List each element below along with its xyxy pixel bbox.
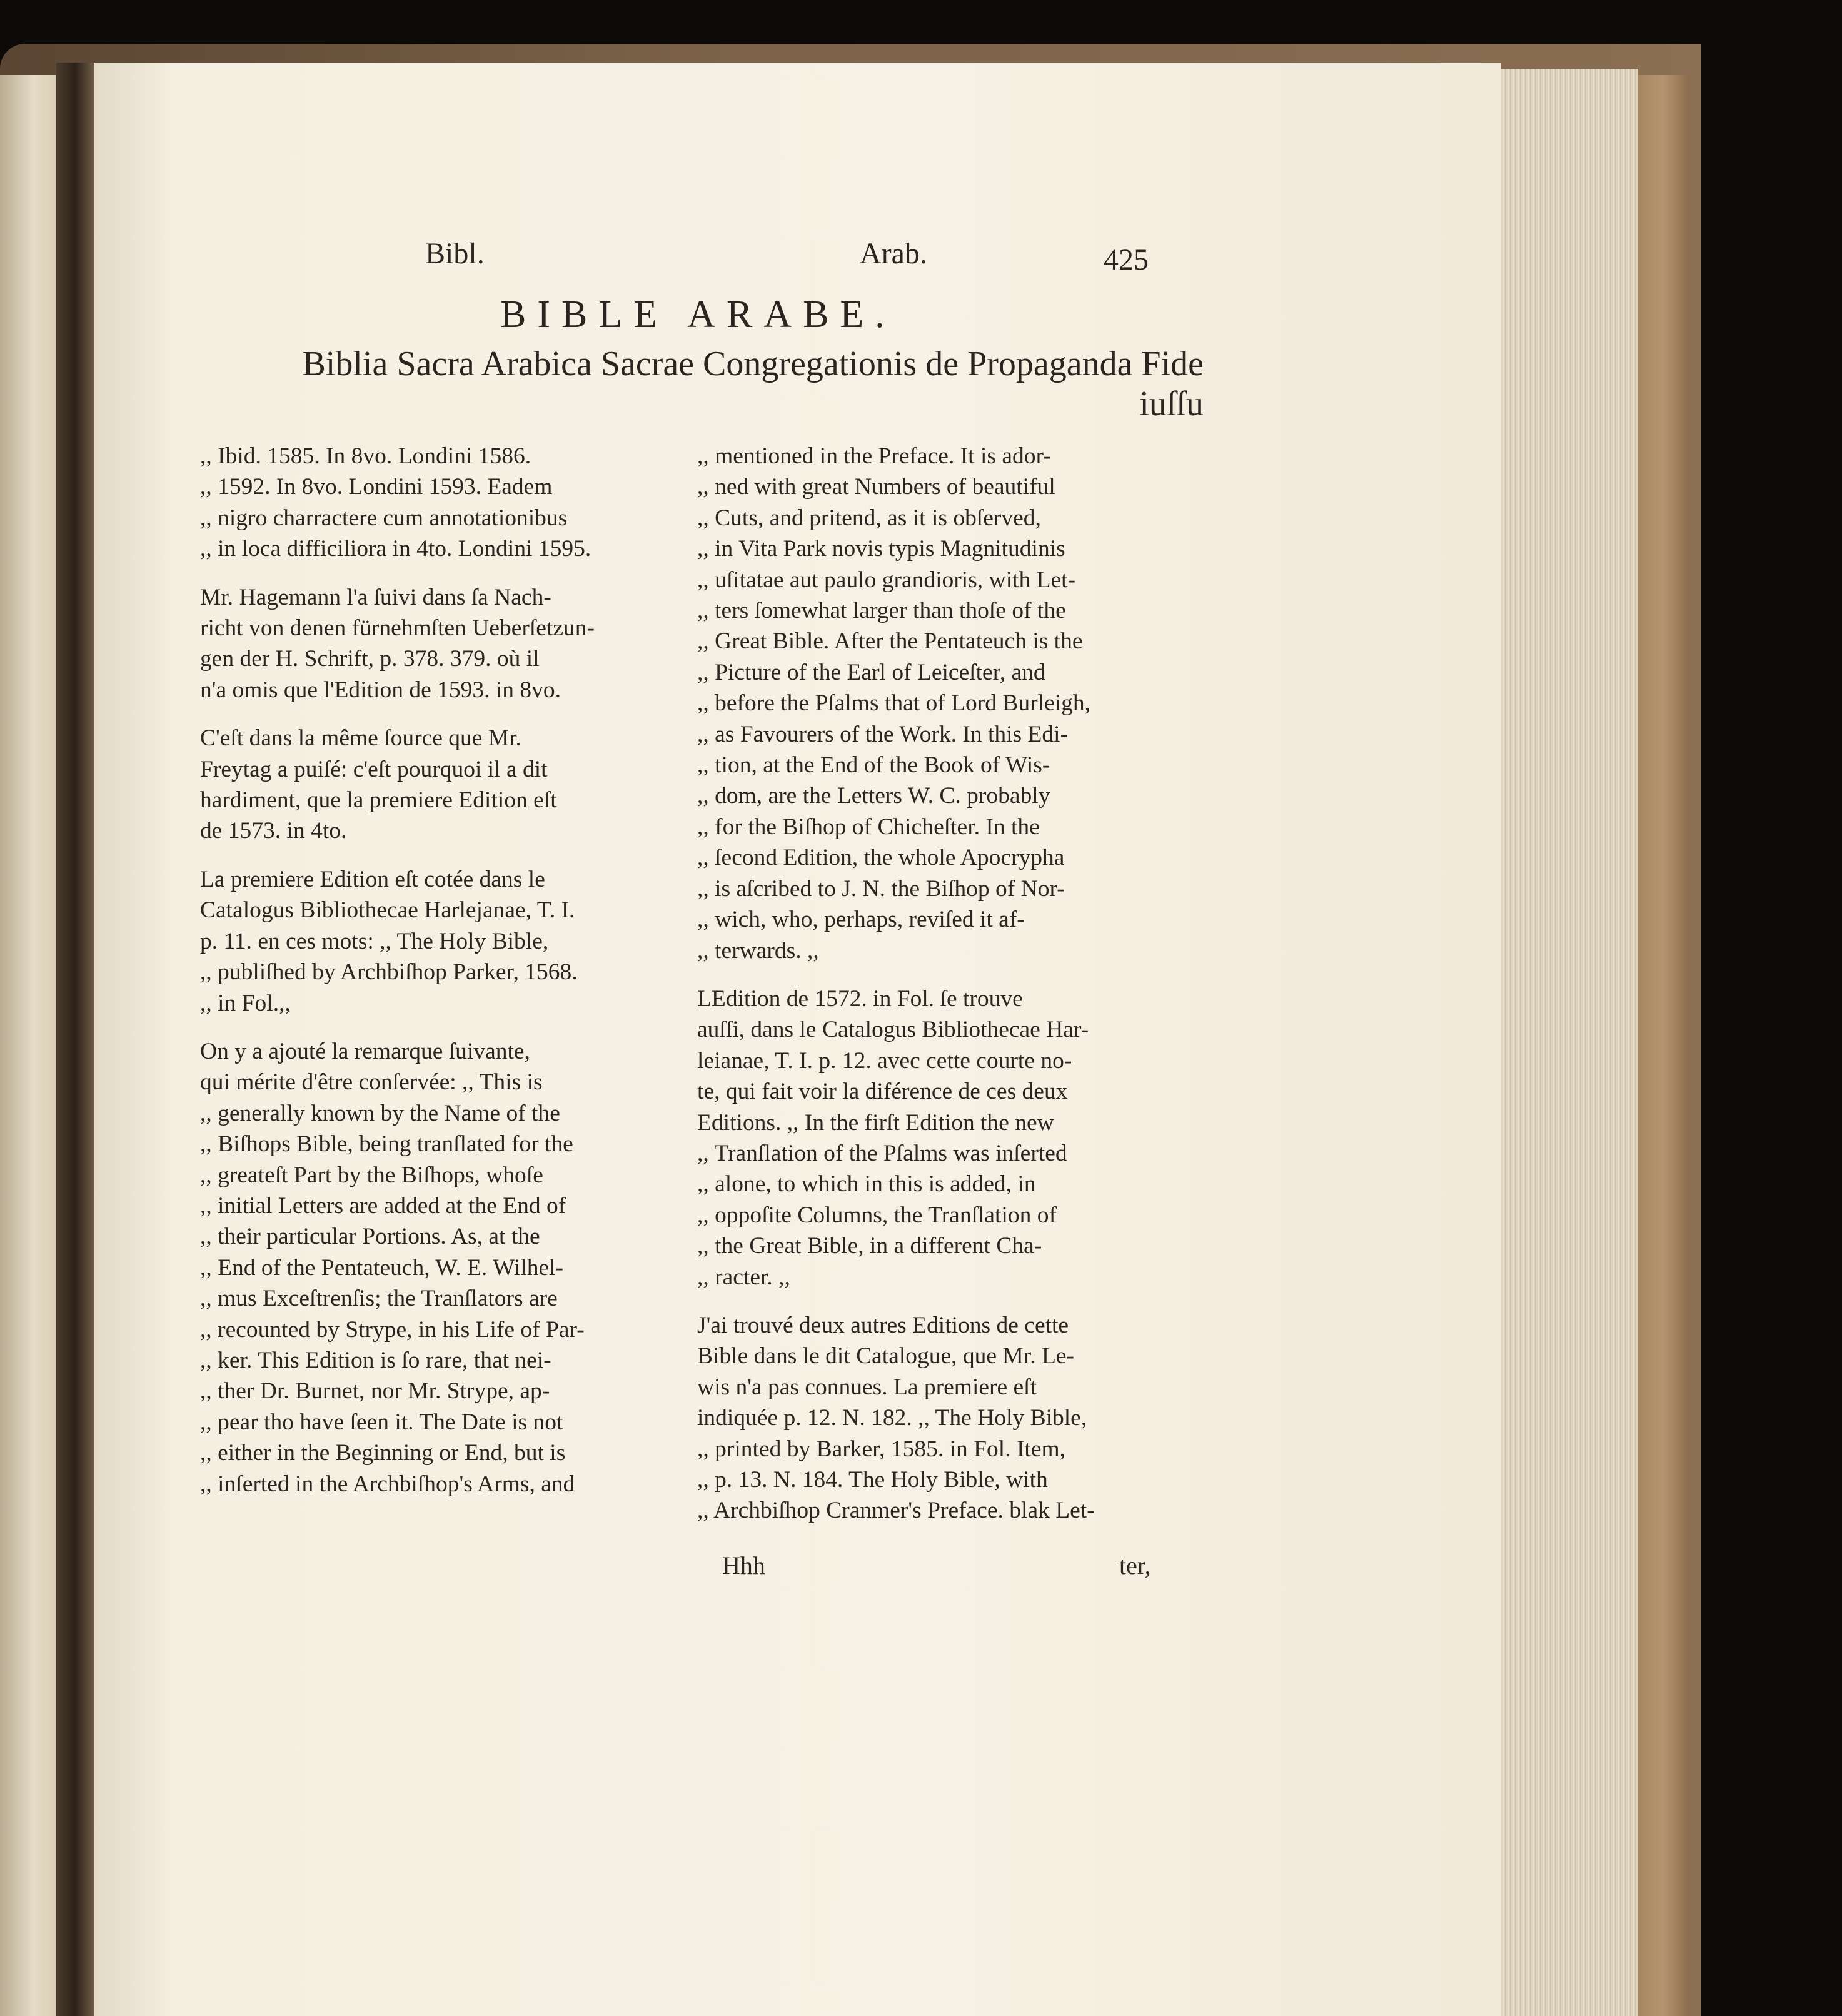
text-line: C'eſt dans la même ſource que Mr.	[200, 725, 521, 752]
text-line: Catalogus Bibliothecae Harlejanae, T. I.	[200, 897, 575, 924]
text-line: ,, tion, at the End of the Book of Wis-	[697, 752, 1050, 779]
text-line: ,, ther Dr. Burnet, nor Mr. Strype, ap-	[200, 1378, 550, 1404]
text-line: richt von denen fürnehmſten Ueberſetzun-	[200, 615, 595, 642]
subtitle-line-1: Biblia Sacra Arabica Sacrae Congregationis de Propaganda Fide	[302, 345, 1204, 383]
text-line: ,, inſerted in the Archbiſhop's Arms, and	[200, 1471, 575, 1497]
text-line: Editions. ,, In the firſt Edition the new	[697, 1109, 1054, 1136]
signature-mark: Hhh	[722, 1551, 765, 1580]
text-line: ,, printed by Barker, 1585. in Fol. Item,	[697, 1436, 1066, 1462]
text-line: qui mérite d'être conſervée: ,, This is	[200, 1069, 543, 1096]
text-line: p. 11. en ces mots: ,, The Holy Bible,	[200, 928, 549, 954]
catchword: ter,	[1119, 1551, 1151, 1580]
text-line: ,, publiſhed by Archbiſhop Parker, 1568.	[200, 959, 578, 985]
page-number: 425	[1104, 243, 1149, 276]
text-line: ,, ters ſomewhat larger than thoſe of the	[697, 598, 1066, 624]
text-line: ,, Great Bible. After the Pentateuch is the	[697, 628, 1083, 655]
text-line: auſſi, dans le Catalogus Bibliothecae Har-	[697, 1017, 1089, 1043]
text-line: leianae, T. I. p. 12. avec cette courte no-	[697, 1047, 1072, 1074]
text-line: ,, Cuts, and pritend, as it is obſerved,	[697, 505, 1041, 531]
paragraph	[200, 864, 663, 1019]
right-column	[697, 441, 1172, 1544]
text-line: ,, greateſt Part by the Biſhops, whoſe	[200, 1162, 543, 1188]
paragraph	[200, 441, 663, 565]
book-gutter	[56, 63, 94, 2016]
text-line: ,, recounted by Strype, in his Life of Par-	[200, 1316, 585, 1343]
running-head-center: Arab.	[860, 237, 927, 270]
text-line: Freytag a puiſé: c'eſt pourquoi il a dit	[200, 756, 548, 782]
text-line: ,, before the Pſalms that of Lord Burleigh,	[697, 690, 1091, 717]
text-line: ,, ned with great Numbers of beautiful	[697, 474, 1055, 500]
page-fore-edges	[1501, 69, 1638, 2016]
facing-page-edge	[0, 75, 56, 2016]
text-line: indiquée p. 12. N. 182. ,, The Holy Bible,	[697, 1405, 1087, 1431]
text-line: hardiment, que la premiere Edition eſt	[200, 787, 557, 814]
text-line: ,, in Fol.,,	[200, 990, 291, 1016]
text-line: ,, initial Letters are added at the End of	[200, 1192, 566, 1219]
subtitle-line-2: iuſſu	[1139, 385, 1204, 423]
text-line: ,, in loca difficiliora in 4to. Londini 1595.	[200, 536, 591, 562]
text-line: ,, ſecond Edition, the whole Apocrypha	[697, 845, 1065, 871]
text-line: J'ai trouvé deux autres Editions de cette	[697, 1312, 1069, 1338]
paragraph	[200, 582, 663, 706]
text-line: ,, Picture of the Earl of Leiceſter, and	[697, 659, 1045, 685]
text-line: te, qui fait voir la diférence de ces deux	[697, 1079, 1068, 1105]
text-line: ,, the Great Bible, in a different Cha-	[697, 1233, 1042, 1259]
running-head-left: Bibl.	[425, 237, 485, 270]
text-line: ,, Ibid. 1585. In 8vo. Londini 1586.	[200, 443, 531, 469]
text-line: gen der H. Schrift, p. 378. 379. où il	[200, 646, 540, 672]
paragraph	[697, 441, 1172, 966]
text-line: Mr. Hagemann l'a ſuivi dans ſa Nach-	[200, 584, 551, 610]
text-line: ,, in Vita Park novis typis Magnitudinis	[697, 536, 1065, 562]
text-line: ,, Biſhops Bible, being tranſlated for the	[200, 1131, 573, 1157]
text-line: ,, dom, are the Letters W. C. probably	[697, 783, 1050, 809]
paragraph	[200, 723, 663, 847]
paragraph	[697, 1310, 1172, 1526]
text-line: On y a ajouté la remarque ſuivante,	[200, 1038, 530, 1064]
text-line: ,, uſitatae aut paulo grandioris, with Let-	[697, 567, 1076, 593]
paragraph	[697, 984, 1172, 1293]
text-line: La premiere Edition eſt cotée dans le	[200, 866, 545, 892]
text-line: ,, is aſcribed to J. N. the Biſhop of Nor-	[697, 875, 1065, 902]
text-line: ,, alone, to which in this is added, in	[697, 1171, 1036, 1197]
text-line: n'a omis que l'Edition de 1593. in 8vo.	[200, 677, 561, 703]
text-line: ,, 1592. In 8vo. Londini 1593. Eadem	[200, 474, 553, 500]
text-line: ,, their particular Portions. As, at the	[200, 1224, 540, 1250]
subtitle	[259, 344, 1204, 424]
cover-edge	[1638, 75, 1688, 2016]
text-line: ,, racter. ,,	[697, 1264, 790, 1290]
text-line: ,, p. 13. N. 184. The Holy Bible, with	[697, 1467, 1048, 1493]
text-line: ,, terwards. ,,	[697, 937, 819, 964]
text-line: ,, either in the Beginning or End, but is	[200, 1440, 566, 1466]
text-line: ,, pear tho have ſeen it. The Date is not	[200, 1409, 563, 1435]
text-line: wis n'a pas connues. La premiere eſt	[697, 1374, 1037, 1400]
text-line: de 1573. in 4to.	[200, 818, 347, 844]
text-line: ,, mus Exceſtrenſis; the Tranſlators are	[200, 1286, 558, 1312]
text-line: ,, nigro charractere cum annotationibus	[200, 505, 568, 531]
text-line: ,, generally known by the Name of the	[200, 1100, 560, 1126]
page-title: BIBLE ARABE.	[500, 293, 896, 336]
text-line: ,, oppoſite Columns, the Tranſlation of	[697, 1202, 1057, 1228]
text-line: ,, End of the Pentateuch, W. E. Wilhel-	[200, 1254, 564, 1281]
text-line: Bible dans le dit Catalogue, que Mr. Le-	[697, 1343, 1074, 1369]
text-line: ,, wich, who, perhaps, reviſed it af-	[697, 907, 1025, 933]
paragraph	[200, 1036, 663, 1499]
text-line: ,, Archbiſhop Cranmer's Preface. blak Let-	[697, 1498, 1095, 1524]
text-line: LEdition de 1572. in Fol. ſe trouve	[697, 985, 1023, 1012]
text-line: ,, for the Biſhop of Chicheſter. In the	[697, 814, 1040, 840]
text-line: ,, mentioned in the Preface. It is ador-	[697, 443, 1051, 469]
left-column	[200, 441, 663, 1517]
text-line: ,, ker. This Edition is ſo rare, that nei-	[200, 1347, 551, 1373]
text-line: ,, Tranſlation of the Pſalms was inſerted	[697, 1140, 1067, 1166]
text-line: ,, as Favourers of the Work. In this Edi-	[697, 721, 1069, 747]
